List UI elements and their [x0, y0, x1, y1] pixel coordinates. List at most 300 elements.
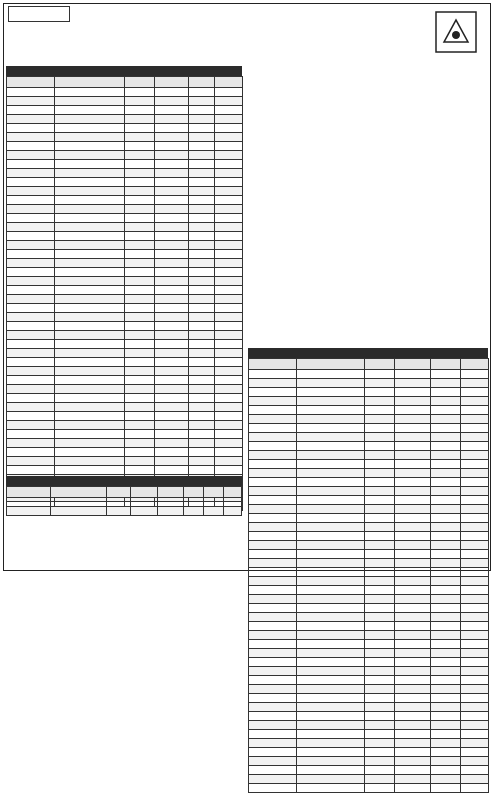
- table-row: [249, 487, 489, 496]
- table-cell: [155, 169, 189, 178]
- table-cell: [189, 358, 215, 367]
- table-cell: [431, 586, 461, 595]
- table-row: [7, 259, 243, 268]
- table-row: [249, 532, 489, 541]
- table-cell: [297, 766, 365, 775]
- table-cell: [55, 394, 125, 403]
- column-header: [204, 487, 224, 498]
- table-cell: [189, 241, 215, 250]
- column-header: [157, 487, 184, 498]
- table-row: [249, 514, 489, 523]
- table-cell: [297, 757, 365, 766]
- table-cell: [297, 370, 365, 379]
- table-cell: [55, 124, 125, 133]
- table-cell: [249, 586, 297, 595]
- table-cell: [215, 331, 243, 340]
- table-row: [249, 478, 489, 487]
- table-cell: [7, 385, 55, 394]
- table-cell: [155, 457, 189, 466]
- table-cell: [461, 703, 489, 712]
- table-cell: [395, 487, 431, 496]
- table-cell: [189, 277, 215, 286]
- table-cell: [395, 532, 431, 541]
- table-cell: [189, 448, 215, 457]
- table-cell: [7, 498, 51, 507]
- table-cell: [431, 577, 461, 586]
- table-cell: [431, 604, 461, 613]
- table-cell: [461, 712, 489, 721]
- table-cell: [189, 286, 215, 295]
- table-cell: [155, 88, 189, 97]
- table-cell: [461, 694, 489, 703]
- table-cell: [461, 649, 489, 658]
- table-cell: [55, 286, 125, 295]
- page-subtitle-dates: [64, 38, 424, 52]
- table-cell: [365, 460, 395, 469]
- table-cell: [365, 478, 395, 487]
- table-cell: [461, 388, 489, 397]
- table-cell: [189, 214, 215, 223]
- table-cell: [55, 187, 125, 196]
- table-cell: [249, 640, 297, 649]
- table-cell: [249, 550, 297, 559]
- table-cell: [297, 559, 365, 568]
- table-cell: [461, 667, 489, 676]
- table-cell: [431, 613, 461, 622]
- table-cell: [215, 304, 243, 313]
- table-cell: [55, 250, 125, 259]
- table-cell: [155, 286, 189, 295]
- table-cell: [249, 739, 297, 748]
- table-cell: [125, 295, 155, 304]
- table-cell: [461, 631, 489, 640]
- table-cell: [51, 507, 106, 516]
- table-cell: [365, 586, 395, 595]
- table-cell: [395, 784, 431, 793]
- table-cell: [215, 412, 243, 421]
- table-cell: [431, 622, 461, 631]
- table-cell: [125, 394, 155, 403]
- table-cell: [365, 775, 395, 784]
- table-cell: [215, 259, 243, 268]
- table-row: [249, 775, 489, 784]
- bottom-table-title: [6, 476, 242, 486]
- table-cell: [249, 622, 297, 631]
- table-cell: [189, 367, 215, 376]
- table-cell: [125, 223, 155, 232]
- table-cell: [249, 730, 297, 739]
- table-cell: [7, 142, 55, 151]
- table-cell: [7, 277, 55, 286]
- table-cell: [431, 631, 461, 640]
- table-cell: [249, 433, 297, 442]
- table-row: [7, 457, 243, 466]
- table-cell: [55, 259, 125, 268]
- table-cell: [249, 658, 297, 667]
- table-row: [7, 304, 243, 313]
- table-cell: [125, 178, 155, 187]
- table-cell: [7, 151, 55, 160]
- table-cell: [204, 507, 224, 516]
- table-cell: [55, 412, 125, 421]
- table-cell: [249, 388, 297, 397]
- table-cell: [431, 523, 461, 532]
- table-cell: [155, 358, 189, 367]
- table-cell: [125, 277, 155, 286]
- table-cell: [215, 124, 243, 133]
- table-cell: [189, 385, 215, 394]
- table-cell: [395, 505, 431, 514]
- table-cell: [125, 259, 155, 268]
- table-cell: [249, 541, 297, 550]
- table-cell: [215, 367, 243, 376]
- table-cell: [461, 640, 489, 649]
- table-cell: [365, 685, 395, 694]
- table-cell: [55, 205, 125, 214]
- table-row: [249, 604, 489, 613]
- table-cell: [365, 559, 395, 568]
- table-row: [249, 505, 489, 514]
- table-cell: [297, 541, 365, 550]
- table-row: [7, 367, 243, 376]
- table-cell: [125, 106, 155, 115]
- table-row: [7, 412, 243, 421]
- table-cell: [249, 496, 297, 505]
- column-header: [224, 487, 242, 498]
- column-header: [7, 487, 51, 498]
- table-cell: [125, 187, 155, 196]
- table-cell: [365, 757, 395, 766]
- table-cell: [55, 241, 125, 250]
- table-cell: [106, 498, 130, 507]
- table-cell: [249, 712, 297, 721]
- table-header-row: [249, 359, 489, 370]
- table-cell: [155, 322, 189, 331]
- table-row: [249, 685, 489, 694]
- table-cell: [125, 250, 155, 259]
- table-cell: [431, 568, 461, 577]
- table-row: [7, 106, 243, 115]
- table-row: [249, 550, 489, 559]
- table-cell: [55, 133, 125, 142]
- table-row: [7, 196, 243, 205]
- table-cell: [55, 421, 125, 430]
- table-cell: [395, 469, 431, 478]
- table-cell: [155, 376, 189, 385]
- table-cell: [125, 160, 155, 169]
- table-cell: [461, 532, 489, 541]
- table-cell: [125, 421, 155, 430]
- table-cell: [189, 259, 215, 268]
- right-table-title: [248, 348, 488, 358]
- table-cell: [297, 487, 365, 496]
- table-row: [249, 757, 489, 766]
- table-cell: [461, 721, 489, 730]
- table-cell: [461, 766, 489, 775]
- table-cell: [395, 604, 431, 613]
- table-cell: [461, 460, 489, 469]
- table-cell: [215, 115, 243, 124]
- table-cell: [131, 498, 158, 507]
- table-cell: [215, 448, 243, 457]
- table-cell: [395, 415, 431, 424]
- table-cell: [55, 403, 125, 412]
- table-cell: [297, 649, 365, 658]
- table-cell: [365, 487, 395, 496]
- table-cell: [461, 559, 489, 568]
- table-cell: [249, 568, 297, 577]
- table-row: [249, 469, 489, 478]
- table-row: [7, 115, 243, 124]
- table-cell: [125, 340, 155, 349]
- table-cell: [431, 676, 461, 685]
- table-cell: [7, 223, 55, 232]
- table-cell: [189, 322, 215, 331]
- table-row: [7, 286, 243, 295]
- table-cell: [365, 703, 395, 712]
- table-cell: [249, 532, 297, 541]
- table-cell: [431, 370, 461, 379]
- table-cell: [55, 115, 125, 124]
- table-cell: [125, 403, 155, 412]
- table-cell: [297, 505, 365, 514]
- table-cell: [189, 412, 215, 421]
- table-cell: [125, 448, 155, 457]
- table-cell: [7, 241, 55, 250]
- table-cell: [297, 721, 365, 730]
- table-cell: [249, 514, 297, 523]
- table-cell: [7, 124, 55, 133]
- table-cell: [189, 205, 215, 214]
- table-row: [7, 232, 243, 241]
- table-cell: [215, 151, 243, 160]
- table-cell: [395, 703, 431, 712]
- table-cell: [461, 658, 489, 667]
- table-cell: [155, 223, 189, 232]
- table-row: [7, 169, 243, 178]
- table-cell: [7, 313, 55, 322]
- table-cell: [125, 376, 155, 385]
- table-cell: [297, 694, 365, 703]
- table-cell: [189, 106, 215, 115]
- table-cell: [461, 424, 489, 433]
- table-cell: [431, 649, 461, 658]
- table-cell: [155, 97, 189, 106]
- table-cell: [297, 685, 365, 694]
- table-row: [7, 151, 243, 160]
- table-row: [7, 142, 243, 151]
- table-cell: [297, 703, 365, 712]
- table-cell: [125, 439, 155, 448]
- table-cell: [7, 133, 55, 142]
- table-cell: [7, 97, 55, 106]
- table-cell: [125, 268, 155, 277]
- table-cell: [365, 667, 395, 676]
- table-cell: [55, 196, 125, 205]
- table-row: [7, 430, 243, 439]
- column-header: [365, 359, 395, 370]
- table-cell: [461, 748, 489, 757]
- table-cell: [55, 178, 125, 187]
- table-cell: [157, 507, 184, 516]
- table-cell: [431, 388, 461, 397]
- table-cell: [431, 739, 461, 748]
- table-cell: [249, 559, 297, 568]
- table-cell: [55, 466, 125, 475]
- table-cell: [249, 775, 297, 784]
- table-cell: [365, 766, 395, 775]
- table-cell: [55, 367, 125, 376]
- table-cell: [395, 460, 431, 469]
- table-row: [7, 178, 243, 187]
- column-header: [297, 359, 365, 370]
- table-cell: [125, 304, 155, 313]
- left-table-title: [6, 66, 242, 76]
- table-cell: [215, 178, 243, 187]
- table-cell: [431, 433, 461, 442]
- table-header-row: [7, 487, 242, 498]
- table-cell: [395, 568, 431, 577]
- table-cell: [431, 469, 461, 478]
- table-cell: [395, 667, 431, 676]
- table-cell: [224, 507, 242, 516]
- table-cell: [365, 370, 395, 379]
- table-cell: [155, 241, 189, 250]
- table-row: [7, 313, 243, 322]
- table-row: [249, 595, 489, 604]
- table-cell: [297, 604, 365, 613]
- table-cell: [125, 367, 155, 376]
- table-cell: [55, 295, 125, 304]
- table-cell: [55, 160, 125, 169]
- table-cell: [215, 196, 243, 205]
- table-row: [249, 442, 489, 451]
- table-cell: [155, 394, 189, 403]
- table-cell: [431, 595, 461, 604]
- table-cell: [189, 376, 215, 385]
- table-cell: [215, 268, 243, 277]
- table-cell: [431, 379, 461, 388]
- table-row: [7, 448, 243, 457]
- table-row: [249, 388, 489, 397]
- table-cell: [125, 88, 155, 97]
- table-cell: [155, 160, 189, 169]
- table-cell: [431, 442, 461, 451]
- table-cell: [189, 124, 215, 133]
- table-cell: [249, 577, 297, 586]
- table-cell: [249, 451, 297, 460]
- table-cell: [365, 388, 395, 397]
- table-cell: [431, 685, 461, 694]
- table-cell: [297, 460, 365, 469]
- table-cell: [215, 376, 243, 385]
- table-cell: [215, 313, 243, 322]
- table-cell: [189, 178, 215, 187]
- table-cell: [395, 559, 431, 568]
- table-cell: [155, 250, 189, 259]
- table-cell: [215, 106, 243, 115]
- table-cell: [55, 214, 125, 223]
- table-cell: [155, 295, 189, 304]
- table-cell: [155, 106, 189, 115]
- table-cell: [215, 403, 243, 412]
- table-row: [249, 451, 489, 460]
- table-row: [7, 421, 243, 430]
- column-header: [431, 359, 461, 370]
- table-cell: [249, 370, 297, 379]
- table-cell: [189, 151, 215, 160]
- table-cell: [297, 622, 365, 631]
- column-header: [55, 77, 125, 88]
- table-cell: [365, 712, 395, 721]
- table-cell: [155, 133, 189, 142]
- table-cell: [249, 478, 297, 487]
- table-cell: [395, 595, 431, 604]
- table-cell: [395, 496, 431, 505]
- table-cell: [215, 88, 243, 97]
- table-cell: [215, 286, 243, 295]
- table-cell: [125, 169, 155, 178]
- table-cell: [461, 604, 489, 613]
- table-cell: [215, 205, 243, 214]
- table-cell: [125, 115, 155, 124]
- table-cell: [395, 676, 431, 685]
- table-cell: [249, 595, 297, 604]
- table-cell: [7, 340, 55, 349]
- table-cell: [431, 460, 461, 469]
- table-row: [249, 460, 489, 469]
- table-cell: [215, 466, 243, 475]
- second-publication-badge: [8, 6, 70, 22]
- table-row: [249, 766, 489, 775]
- table-cell: [297, 739, 365, 748]
- table-cell: [55, 340, 125, 349]
- table-row: [249, 748, 489, 757]
- table-cell: [215, 340, 243, 349]
- table-cell: [125, 322, 155, 331]
- table-cell: [7, 286, 55, 295]
- table-cell: [215, 358, 243, 367]
- table-cell: [365, 640, 395, 649]
- table-cell: [365, 622, 395, 631]
- table-cell: [125, 313, 155, 322]
- table-cell: [395, 370, 431, 379]
- table-cell: [125, 466, 155, 475]
- table-cell: [431, 514, 461, 523]
- table-cell: [7, 349, 55, 358]
- table-cell: [189, 88, 215, 97]
- table-cell: [365, 784, 395, 793]
- table-cell: [155, 187, 189, 196]
- table-cell: [461, 397, 489, 406]
- table-cell: [249, 442, 297, 451]
- table-cell: [55, 151, 125, 160]
- table-cell: [249, 703, 297, 712]
- table-cell: [297, 397, 365, 406]
- table-cell: [431, 721, 461, 730]
- terms-text-section: [248, 66, 488, 350]
- table-cell: [365, 532, 395, 541]
- table-cell: [249, 604, 297, 613]
- table-cell: [7, 403, 55, 412]
- table-cell: [155, 259, 189, 268]
- table-cell: [365, 550, 395, 559]
- table-cell: [431, 559, 461, 568]
- table-row: [249, 433, 489, 442]
- table-cell: [125, 142, 155, 151]
- table-cell: [189, 466, 215, 475]
- table-cell: [125, 232, 155, 241]
